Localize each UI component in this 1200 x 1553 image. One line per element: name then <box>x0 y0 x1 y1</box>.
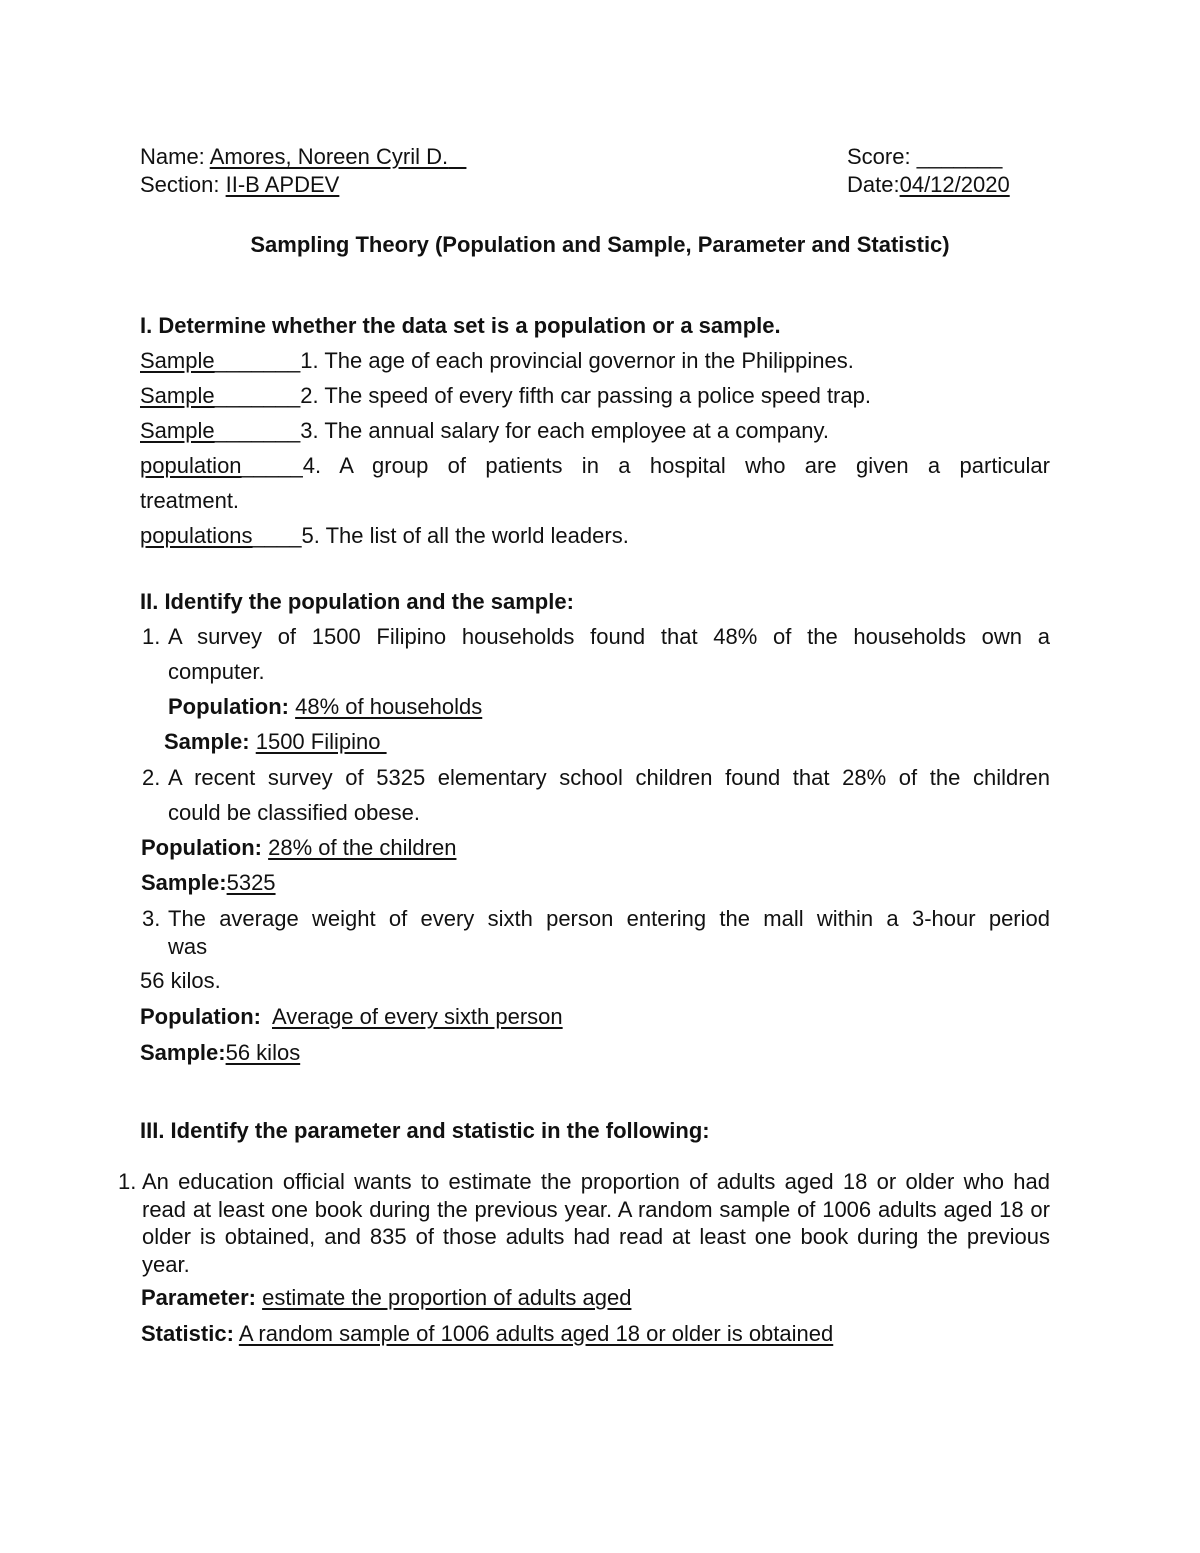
part2-question: A recent survey of 5325 elementary school children found that 28% of the children <box>168 765 1050 790</box>
part2-population <box>141 834 456 862</box>
part2-question-cont: was <box>168 934 208 959</box>
score-value: _______ <box>916 144 1003 169</box>
part2-sample <box>164 728 387 756</box>
parameter-value: estimate the proportion of adults aged <box>262 1285 632 1310</box>
part2-question-cont: 56 kilos. <box>140 968 221 993</box>
part1-heading: I. Determine whether the data set is a population or a sample. <box>140 313 781 338</box>
part1-item <box>140 522 629 550</box>
score-row <box>847 143 1002 171</box>
part1-question: 2. The speed of every fifth car passing a police speed trap. <box>300 383 871 408</box>
parameter-label: Parameter: <box>141 1285 256 1310</box>
part1-item <box>140 382 871 410</box>
score-label: Score: <box>847 144 911 169</box>
part2-item-number: 3. <box>142 906 161 931</box>
part1-blank: _______ <box>214 383 301 408</box>
part1-question-cont: treatment. <box>140 488 240 513</box>
name-row <box>140 143 466 171</box>
population-value: 28% of the children <box>268 835 457 860</box>
part2-question: The average weight of every sixth person entering the mall within a 3-hour period <box>168 906 1050 931</box>
part2-population <box>140 1003 563 1031</box>
part3-question: An education official wants to estimate the proportion of adults aged 18 or older who had read at least one book during the previous year. A random sample of 1006 adults aged 18 or older is obtained, and 835 of those adults had read at least one book during the previous year. <box>142 1169 1050 1277</box>
section-value: II-B APDEV <box>225 172 340 197</box>
population-label: Population: <box>141 835 262 860</box>
part1-blank: _______ <box>214 418 301 443</box>
part1-question: 3. The annual salary for each employee at a company. <box>300 418 829 443</box>
name-label: Name: <box>140 144 205 169</box>
name-value: Amores, Noreen Cyril D. <box>209 144 449 169</box>
sample-value: 5325 <box>226 870 276 895</box>
part2-heading: II. Identify the population and the sample: <box>140 589 574 614</box>
part1-answer: Sample <box>140 348 215 373</box>
part2-sample <box>141 869 276 897</box>
part2-item-number: 1. <box>142 624 161 649</box>
part1-blank: _____ <box>241 453 303 478</box>
part1-blank: _______ <box>214 348 301 373</box>
part2-item-number: 2. <box>142 765 161 790</box>
part1-question: 4. A group of patients in a hospital who are given a particular <box>302 453 1050 478</box>
statistic-value: A random sample of 1006 adults aged 18 or older is obtained <box>238 1321 834 1346</box>
part1-answer: populations <box>140 523 253 548</box>
part2-population <box>168 693 482 721</box>
part1-question: 1. The age of each provincial governor in the Philippines. <box>300 348 854 373</box>
date-label: Date: <box>847 172 900 197</box>
section-row <box>140 171 339 199</box>
part1-question: 5. The list of all the world leaders. <box>301 523 629 548</box>
part2-sample <box>140 1039 300 1067</box>
part3-parameter <box>141 1284 631 1312</box>
statistic-label: Statistic: <box>141 1321 234 1346</box>
part3-item-number: 1. <box>118 1169 137 1194</box>
sample-label: Sample: <box>164 729 250 754</box>
population-value: 48% of households <box>295 694 483 719</box>
part1-item <box>140 452 1050 480</box>
population-value: Average of every sixth person <box>272 1004 563 1029</box>
sample-label: Sample: <box>140 1040 226 1065</box>
date-row <box>847 171 1010 199</box>
population-label: Population: <box>140 1004 261 1029</box>
part2-question: A survey of 1500 Filipino households found that 48% of the households own a <box>168 624 1050 649</box>
part3-statistic <box>141 1320 833 1348</box>
part1-blank: ____ <box>252 523 302 548</box>
part1-item <box>140 347 854 375</box>
part1-answer: population <box>140 453 242 478</box>
part1-answer: Sample <box>140 383 215 408</box>
section-label: Section: <box>140 172 220 197</box>
part1-answer: Sample <box>140 418 215 443</box>
part1-item <box>140 417 829 445</box>
sample-label: Sample: <box>141 870 227 895</box>
part3-heading: III. Identify the parameter and statistic in the following: <box>140 1118 710 1143</box>
date-value: 04/12/2020 <box>899 172 1010 197</box>
part2-question-cont: could be classified obese. <box>168 800 420 825</box>
sample-value: 1500 Filipino <box>255 729 387 754</box>
sample-value: 56 kilos <box>225 1040 301 1065</box>
page-title: Sampling Theory (Population and Sample, Parameter and Statistic) <box>250 232 950 257</box>
part2-question-cont: computer. <box>168 659 265 684</box>
population-label: Population: <box>168 694 289 719</box>
